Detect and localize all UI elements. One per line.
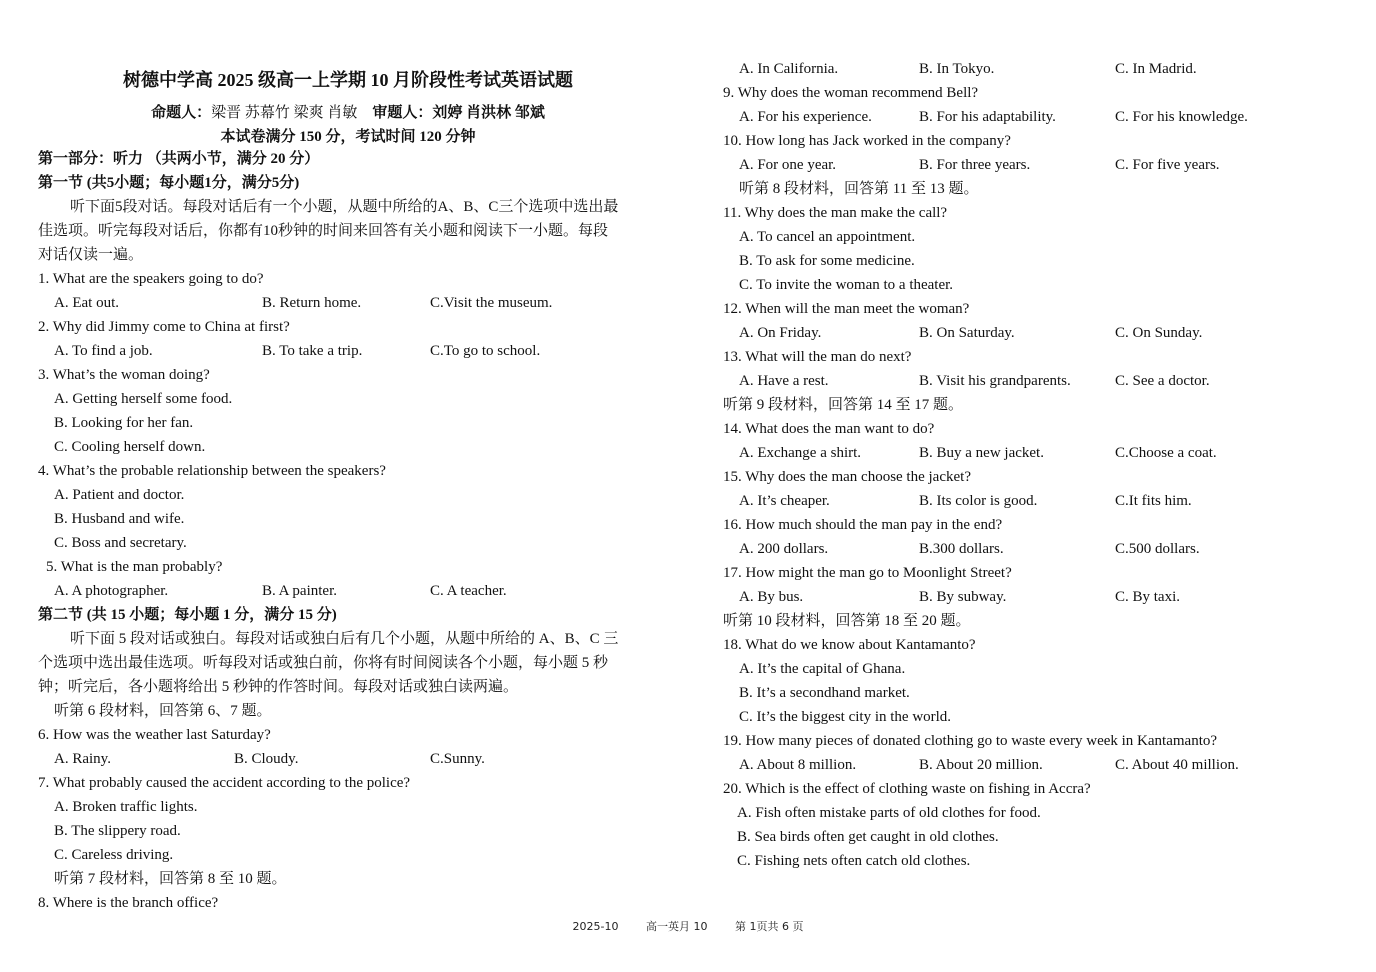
question-stem: 6. How was the weather last Saturday?	[38, 727, 271, 743]
option-c: C.Sunny.	[430, 751, 485, 767]
question-stem: 17. How might the man go to Moonlight Street?	[723, 565, 1012, 581]
question-stem: 8. Where is the branch office?	[38, 895, 219, 911]
option-b: B. Buy a new jacket.	[919, 445, 1044, 461]
authors-label: 命题人：	[151, 105, 212, 121]
option-c: C. Boss and secretary.	[54, 535, 187, 551]
option-c: C.It fits him.	[1115, 493, 1192, 509]
option-b: B. On Saturday.	[919, 325, 1015, 341]
material-note: 听第 10 段材料，回答第 18 至 20 题。	[723, 613, 971, 629]
option-b: B. Looking for her fan.	[54, 415, 194, 431]
option-c: C.500 dollars.	[1115, 541, 1200, 557]
section2-instr-line: 钟；听完后，各小题将给出 5 秒钟的作答时间。每段对话或独白读两遍。	[38, 679, 519, 695]
option-b: B. Visit his grandparents.	[919, 373, 1071, 389]
option-a: A. Rainy.	[54, 751, 111, 767]
question-stem: 12. When will the man meet the woman?	[723, 301, 970, 317]
material-note: 听第 7 段材料，回答第 8 至 10 题。	[54, 871, 287, 887]
option-b: B. Its color is good.	[919, 493, 1038, 509]
option-a: A. On Friday.	[739, 325, 822, 341]
option-c: C. For his knowledge.	[1115, 109, 1248, 125]
option-c: C. A teacher.	[430, 583, 507, 599]
option-b: B. The slippery road.	[54, 823, 181, 839]
section2-instr-line: 个选项中选出最佳选项。听每段对话或独白前，你将有时间阅读各个小题，每小题 5 秒	[38, 655, 609, 671]
option-c: C. For five years.	[1115, 157, 1220, 173]
page-footer	[0, 918, 1376, 934]
section1-instr-line: 对话仅读一遍。	[38, 247, 144, 263]
option-b: B. By subway.	[919, 589, 1007, 605]
option-c: C. By taxi.	[1115, 589, 1181, 605]
option-a: A. A photographer.	[54, 583, 169, 599]
footer-course: 高一英月 10	[645, 920, 708, 933]
footer-date: 2025-10	[572, 920, 619, 933]
question-stem: 11. Why does the man make the call?	[723, 205, 948, 221]
material-note: 听第 6 段材料，回答第 6、7 题。	[54, 703, 272, 719]
question-stem: 4. What’s the probable relationship between the speakers?	[38, 463, 386, 479]
material-note: 听第 9 段材料，回答第 14 至 17 题。	[723, 397, 964, 413]
question-stem: 19. How many pieces of donated clothing go to waste every week in Kantamanto?	[723, 733, 1218, 749]
option-a: A. It’s the capital of Ghana.	[739, 661, 906, 677]
option-b: B. For his adaptability.	[919, 109, 1056, 125]
section1-instr-line: 听下面5段对话。每段对话后有一个小题，从题中所给的A、B、C三个选项中选出最	[70, 199, 619, 215]
option-c: C. See a doctor.	[1115, 373, 1210, 389]
option-c: C. It’s the biggest city in the world.	[739, 709, 952, 725]
option-a: A. By bus.	[739, 589, 804, 605]
section2-instr-line: 听下面 5 段对话或独白。每段对话或独白后有几个小题，从题中所给的 A、B、C 三	[70, 631, 619, 647]
option-c: C. In Madrid.	[1115, 61, 1197, 77]
question-stem: 16. How much should the man pay in the end?	[723, 517, 1003, 533]
footer-page-number: 第 1页共 6 页	[734, 920, 804, 933]
option-c: C. About 40 million.	[1115, 757, 1239, 773]
question-stem: 7. What probably caused the accident according to the police?	[38, 775, 411, 791]
authors: 梁晋 苏幕竹 梁爽 肖敏	[211, 105, 358, 121]
exam-info: 本试卷满分 150 分，考试时间 120 分钟	[220, 129, 476, 145]
material-note: 听第 8 段材料，回答第 11 至 13 题。	[739, 181, 979, 197]
option-b: B. Sea birds often get caught in old clothes.	[737, 829, 999, 845]
option-b: B. For three years.	[919, 157, 1031, 173]
exam-title: 树德中学高 2025 级高一上学期 10 月阶段性考试英语试题	[123, 70, 573, 90]
question-stem: 15. Why does the man choose the jacket?	[723, 469, 971, 485]
option-a: A. To cancel an appointment.	[739, 229, 916, 245]
question-stem: 14. What does the man want to do?	[723, 421, 935, 437]
option-c: C. Careless driving.	[54, 847, 174, 863]
option-b: B.300 dollars.	[919, 541, 1004, 557]
option-b: B. About 20 million.	[919, 757, 1043, 773]
question-stem: 10. How long has Jack worked in the company?	[723, 133, 1011, 149]
option-c: C.Choose a coat.	[1115, 445, 1217, 461]
option-a: A. Have a rest.	[739, 373, 829, 389]
question-stem: 9. Why does the woman recommend Bell?	[723, 85, 979, 101]
section1-heading: 第一节 (共5小题；每小题1分，满分5分)	[38, 175, 300, 191]
part-heading: 第一部分：听力 （共两小节，满分 20 分）	[38, 151, 320, 167]
option-a: A. In California.	[739, 61, 839, 77]
option-a: A. Exchange a shirt.	[739, 445, 862, 461]
question-stem: 5. What is the man probably?	[46, 559, 223, 575]
option-a: A. Fish often mistake parts of old clothes for food.	[737, 805, 1041, 821]
option-c: C. To invite the woman to a theater.	[739, 277, 954, 293]
authors-line	[38, 101, 658, 122]
option-b: B. It’s a secondhand market.	[739, 685, 910, 701]
option-b: B. To ask for some medicine.	[739, 253, 915, 269]
option-a: A. 200 dollars.	[739, 541, 829, 557]
option-c: C.To go to school.	[430, 343, 541, 359]
option-c: C. On Sunday.	[1115, 325, 1203, 341]
option-a: A. For one year.	[739, 157, 837, 173]
option-a: A. Getting herself some food.	[54, 391, 233, 407]
option-a: A. Patient and doctor.	[54, 487, 185, 503]
section1-instr-line: 佳选项。听完每段对话后，你都有10秒钟的时间来回答有关小题和阅读下一小题。每段	[38, 223, 609, 239]
option-a: A. It’s cheaper.	[739, 493, 830, 509]
option-b: B. Cloudy.	[234, 751, 299, 767]
option-a: A. About 8 million.	[739, 757, 857, 773]
option-b: B. Husband and wife.	[54, 511, 185, 527]
option-a: A. For his experience.	[739, 109, 872, 125]
option-b: B. In Tokyo.	[919, 61, 995, 77]
question-stem: 20. Which is the effect of clothing waste on fishing in Accra?	[723, 781, 1091, 797]
option-b: B. Return home.	[262, 295, 362, 311]
option-c: C. Fishing nets often catch old clothes.	[737, 853, 971, 869]
question-stem: 1. What are the speakers going to do?	[38, 271, 264, 287]
option-b: B. A painter.	[262, 583, 337, 599]
question-stem: 18. What do we know about Kantamanto?	[723, 637, 976, 653]
question-stem: 13. What will the man do next?	[723, 349, 912, 365]
option-b: B. To take a trip.	[262, 343, 363, 359]
option-a: A. Eat out.	[54, 295, 119, 311]
question-stem: 3. What’s the woman doing?	[38, 367, 210, 383]
option-c: C. Cooling herself down.	[54, 439, 206, 455]
option-a: A. To find a job.	[54, 343, 153, 359]
reviewers: 审题人：刘婷 肖洪林 邹斌	[372, 105, 545, 121]
question-stem: 2. Why did Jimmy come to China at first?	[38, 319, 290, 335]
option-c: C.Visit the museum.	[430, 295, 553, 311]
section2-heading: 第二节 (共 15 小题；每小题 1 分，满分 15 分)	[38, 607, 337, 623]
option-a: A. Broken traffic lights.	[54, 799, 198, 815]
